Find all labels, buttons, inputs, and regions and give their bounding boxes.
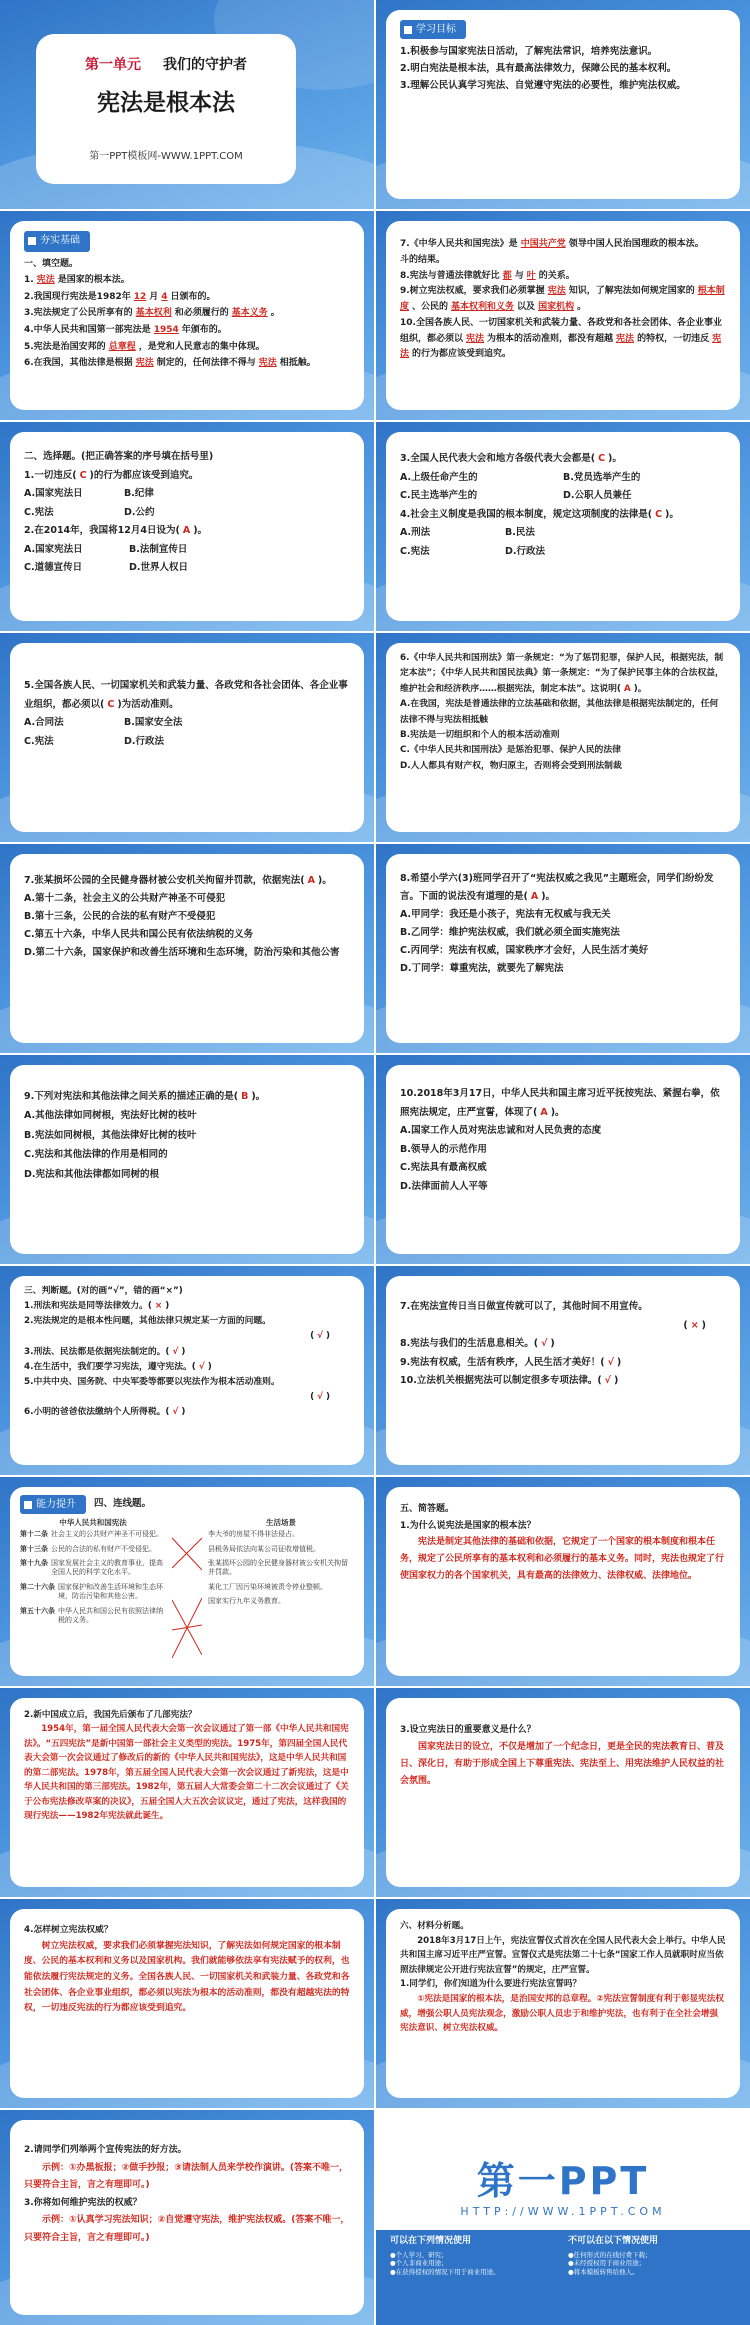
fill-q7: 7.《中华人民共和国宪法》是 中国共产党 领导中国人民治国理政的根本法。 — [400, 239, 704, 249]
option: B.纪律 — [124, 488, 154, 500]
choice-q7: 7.张某损坏公园的全民健身器材被公安机关拘留并罚款，依据宪法( A )。 — [24, 875, 332, 886]
option: A.在我国，宪法是普通法律的立法基础和依据，其他法律是根据宪法制定的，任何法律不得与宪法相抵触 — [400, 699, 719, 725]
matching-left-item: 第五十六条 中华人民共和国公民有依照法律纳税的义务。 — [20, 1606, 163, 1625]
option: C.宪法具有最高权威 — [400, 1162, 487, 1174]
option: B.领导人的示范作用 — [400, 1143, 487, 1155]
option: C.宪法和其他法律的作用是相同的 — [24, 1149, 168, 1161]
fill-q1: 1. 宪法 是国家的根本法。 — [24, 275, 130, 286]
square-icon — [28, 237, 36, 245]
basics-card — [10, 221, 364, 410]
answer: 示例：①认真学习宪法知识；②自觉遵守宪法，维护宪法权威。(答案不唯一，只要符合主旨，言之有理即可。) — [24, 2215, 350, 2243]
matching-right-item: 李大爷的房屋不得非法侵占。 — [208, 1530, 299, 1539]
choice-q9: 9.下列对宪法和其他法律之间关系的描述正确的是( B )。 — [24, 1091, 266, 1102]
judge-item: 1.刑法和宪法是同等法律效力。( × ) — [24, 1301, 170, 1312]
option: D.宪法和其他法律都如同树的根 — [24, 1168, 159, 1180]
usage-line: ●个人学习、研究； — [390, 2250, 448, 2259]
choice4-card — [386, 643, 740, 832]
matching-left — [20, 1518, 166, 1670]
question: 1.为什么说宪法是国家的根本法？ — [400, 1520, 536, 1531]
slide-choice8 — [376, 1055, 750, 1264]
usage-allowed-title: 可以在下列情况使用 — [390, 2236, 472, 2246]
answer: 国家宪法日的设立，不仅是增加了一个纪念日，更是全民的宪法教育日、普及日、深化日，有助于形成全国上下尊重宪法、宪法至上、用宪法维护人民权益的社会氛围。 — [400, 1742, 725, 1787]
judge-item: 4.在生活中，我们要学习宪法，遵守宪法。( √ ) — [24, 1361, 212, 1372]
square-icon — [24, 1501, 32, 1509]
slide-choice2 — [376, 422, 750, 631]
slide-ending — [376, 2110, 750, 2325]
short3-card — [386, 1698, 740, 1887]
option: A.第十二条，社会主义的公共财产神圣不可侵犯 — [24, 893, 226, 905]
option: C.道德宣传日 — [24, 562, 83, 574]
question: 2.新中国成立后，我国先后颁布了几部宪法？ — [24, 1710, 197, 1720]
fill-q3: 3.宪法规定了公民所享有的 基本权利 和必须履行的 基本义务 。 — [24, 308, 280, 319]
matching-left-item: 第十二条 社会主义的公共财产神圣不可侵犯。 — [20, 1530, 163, 1539]
matching-left-item: 第十九条 国家发展社会主义的教育事业，提高全国人民的科学文化水平。 — [20, 1559, 163, 1577]
goal-item: 1.积极参与国家宪法日活动，了解宪法常识，培养宪法意识。 — [400, 46, 658, 57]
ending-top — [376, 2110, 750, 2240]
question: 2.请同学们列举两个宣传宪法的好方法。 — [24, 2145, 187, 2155]
option: D.公职人员兼任 — [563, 490, 632, 502]
option: C.宪法 — [24, 506, 54, 518]
goal-item: 2.明白宪法是根本法，具有最高法律效力，保障公民的基本权利。 — [400, 63, 677, 75]
header-label: 夯实基础 — [40, 235, 80, 246]
short4-card — [10, 1909, 364, 2098]
slide-matching — [0, 1477, 374, 1686]
question: 1.同学们，你们知道为什么要进行宪法宣誓吗？ — [400, 1979, 582, 1990]
fill-q6: 6.在我国，其他法律是根据 宪法 制定的，任何法律不得与 宪法 相抵触。 — [24, 358, 316, 369]
option: A.上级任命产生的 — [400, 471, 478, 483]
question: 4.怎样树立宪法权威？ — [24, 1925, 113, 1935]
answer: 示例：①办黑板报；②做手抄报；③请法制人员来学校作演讲。(答案不唯一，只要符合主旨，言之有理即可。) — [24, 2162, 348, 2191]
unit-label: 第一单元 — [85, 57, 141, 73]
fill-q9: 9.树立宪法权威，要求我们必须掌握 宪法 知识，了解宪法如何规定国家的 根本制度 、公民的 基本权利和义务 以及 国家机构 。 — [400, 286, 725, 312]
matching-header-row — [20, 1495, 354, 1514]
usage-allowed — [390, 2236, 558, 2319]
judge-item: 5.中共中央、国务院、中央军委等都要以宪法作为根本活动准则。 ( √ ) — [24, 1376, 330, 1402]
section-title: 二、选择题。(把正确答案的序号填在括号里) — [24, 451, 214, 462]
judge-item: 9.宪法有权威，生活有秩序，人民生活才美好！( √ ) — [400, 1356, 622, 1368]
basics-header — [24, 231, 90, 252]
square-icon — [404, 26, 412, 34]
option: D.法律面前人人平等 — [400, 1180, 488, 1192]
matching-header — [20, 1495, 86, 1514]
header-label: 能力提升 — [36, 1499, 76, 1510]
option: C.《中华人民共和国刑法》是惩治犯罪、保护人民的法律 — [400, 745, 621, 756]
judge2-card — [386, 1276, 740, 1465]
choice-q10: 10.2018年3月17日，中华人民共和国主席习近平抚按宪法、紧握右拳，依照宪法规定，庄严宣誓，体现了( A )。 — [400, 1088, 720, 1118]
slide-choice6 — [376, 844, 750, 1053]
option: A.国家宪法日 — [24, 543, 83, 555]
matching-lines — [172, 1530, 202, 1670]
matching-left-item: 第十三条 公民的合法的私有财产不受侵犯。 — [20, 1544, 156, 1553]
slide-short3 — [376, 1688, 750, 1897]
matching-left-item: 第二十六条 国家保护和改善生活环境和生态环境，防治污染和其他公害。 — [20, 1582, 163, 1601]
option: A.刑法 — [400, 527, 431, 539]
option: A.甲同学：我还是小孩子，宪法有无权威与我无关 — [400, 909, 611, 921]
fill2-card — [386, 221, 740, 410]
option: B.乙同学：维护宪法权威，我们就必须全面实施宪法 — [400, 927, 620, 939]
slide-short2 — [0, 1688, 374, 1897]
option: A.其他法律如同树根，宪法好比树的枝叶 — [24, 1110, 197, 1122]
question: 3.设立宪法日的重要意义是什么？ — [400, 1725, 536, 1735]
judge-item: 6.小明的爸爸依法缴纳个人所得税。( √ ) — [24, 1407, 186, 1417]
judge-item: 2.宪法规定的是根本性问题，其他法律只规定某一方面的问题。 ( √ ) — [24, 1316, 330, 1342]
choice5-card — [10, 854, 364, 1043]
choice1-card — [10, 432, 364, 621]
matching-right-item: 国家实行九年义务教育。 — [208, 1597, 285, 1606]
section-title: 四、连线题。 — [94, 1498, 152, 1510]
option: B.宪法是一切组织和个人的根本活动准则 — [400, 729, 560, 740]
choice7-card — [10, 1065, 364, 1254]
slide-choice7 — [0, 1055, 374, 1264]
material-text: 2018年3月17日上午，宪法宣誓仪式首次在全国人民代表大会上举行。中华人民共和国主席习近平庄严宣誓。宣誓仪式是宪法第二十七条“国家工作人员就职时应当依照法律规定公开进行宪法宣誓”的规定，庄严宣誓。 — [400, 1935, 726, 1975]
answer: 宪法是制定其他法律的基础和依据，它规定了一个国家的根本制度和根本任务，规定了公民所享有的基本权利和必须履行的基本义务。同时，宪法也规定了行使国家权力的各个国家机关，具有最高的法律效力、法律权威、法律地位。 — [400, 1537, 725, 1581]
option: A.国家宪法日 — [24, 488, 83, 500]
judge-item: 8.宪法与我们的生活息息相关。( √ ) — [400, 1338, 555, 1350]
cover-card — [36, 34, 296, 184]
fill-q7b: 斗的结果。 — [400, 254, 446, 265]
option: D.第二十六条，国家保护和改善生活环境和生态环境，防治污染和其他公害 — [24, 947, 340, 959]
page-title: 宪法是根本法 — [97, 90, 235, 116]
ending-info — [376, 2230, 750, 2325]
option: C.第五十六条，中华人民共和国公民有依法纳税的义务 — [24, 929, 254, 941]
option: B.第十三条，公民的合法的私有财产不受侵犯 — [24, 911, 216, 923]
fill-q5: 5.宪法是治国安邦的 总章程 ，是党和人民意志的集中体现。 — [24, 341, 265, 352]
slide-cover — [0, 0, 374, 209]
choice6-card — [386, 854, 740, 1043]
goals-header — [400, 20, 466, 39]
slide-analysis2 — [0, 2110, 374, 2325]
matching-board — [20, 1518, 354, 1670]
choice-q2-options — [24, 541, 234, 578]
choice-q5-options — [24, 714, 224, 751]
goal-item: 3.理解公民认真学习宪法、自觉遵守宪法的必要性，维护宪法权威。 — [400, 80, 686, 92]
question: 3.你将如何维护宪法的权威？ — [24, 2197, 142, 2208]
option: C.宪法 — [24, 735, 54, 747]
usage-line: ●个人非商业用途； — [390, 2259, 448, 2268]
analysis2-card — [10, 2120, 364, 2315]
answer: ①宪法是国家的根本法，是治国安邦的总章程。②宪法宣誓制度有利于彰显宪法权威，增强公职人员宪法观念，激励公职人员忠于和维护宪法，也有利于在全社会增强宪法意识、树立宪法权威。 — [400, 1994, 724, 2034]
option: D.人人都具有财产权，物归原主，否则将会受到刑法制裁 — [400, 760, 622, 771]
brand-logo: 第一PPT — [476, 2159, 650, 2203]
option: B.民法 — [505, 527, 535, 539]
choice-q1-options — [24, 485, 224, 522]
slide-choice5 — [0, 844, 374, 1053]
option: A.国家工作人员对宪法忠诚和对人民负责的态度 — [400, 1125, 602, 1137]
choice-q1: 1.一切违反( C )的行为都应该受到追究。 — [24, 469, 199, 481]
usage-line: ●未经授权用于商业用途； — [568, 2259, 646, 2268]
slide-short4 — [0, 1899, 374, 2108]
slide-goals — [376, 0, 750, 209]
judge-item: 7.在宪法宣传日当日做宣传就可以了，其他时间不用宣传。 ( × ) — [400, 1301, 706, 1331]
usage-line: ●任何形式的在线付费下载； — [568, 2250, 652, 2259]
slide-analysis — [376, 1899, 750, 2108]
choice-q5: 5.全国各族人民、一切国家机关和武装力量、各政党和各社会团体、各企业事业组织，都必须以( C )为活动准则。 — [24, 680, 348, 710]
site-label: 第一PPT模板网-WWW.1PPT.COM — [89, 151, 243, 162]
choice-q3-options — [400, 469, 726, 506]
usage-forbidden — [568, 2236, 736, 2319]
unit-title: 我们的守护者 — [163, 57, 247, 73]
matching-right-item: 某化工厂因污染环境被责令停业整顿。 — [208, 1582, 327, 1591]
brand-url[interactable]: HTTP://WWW.1PPT.COM — [460, 2205, 666, 2218]
usage-line: ●在获得授权的情况下用于商业用途。 — [390, 2267, 500, 2276]
slide-judge1 — [0, 1266, 374, 1475]
usage-forbidden-title: 不可以在以下情况使用 — [568, 2236, 659, 2246]
judge-item: 10.立法机关根据宪法可以制定很多专项法律。( √ ) — [400, 1375, 619, 1387]
slide-choice4 — [376, 633, 750, 842]
choice2-card — [386, 432, 740, 621]
fill-q10: 10.全国各族人民、一切国家机关和武装力量、各政党和各社会团体、各企业事业组织，都必须以 宪法 为根本的活动准则，都没有超越 宪法 的特权，一切违反 宪法 的行为都应该受到追究。 — [400, 317, 722, 360]
header-label: 学习目标 — [416, 24, 456, 35]
fill-q2: 2.我国现行宪法是1982年 12 月 4 日颁布的。 — [24, 291, 216, 302]
choice-q8: 8.希望小学六(3)班同学召开了“宪法权威之我见”主题班会，同学们纷纷发言。下面的说法没有道理的是( A )。 — [400, 873, 714, 903]
fill-q8: 8.宪法与普通法律就好比 都 与 叶 的关系。 — [400, 270, 575, 281]
answer: 树立宪法权威，要求我们必须掌握宪法知识，了解宪法如何规定国家的根本制度、公民的基本权利和义务以及国家机构。我们就能够依法享有宪法赋予的权利，也能依法履行宪法规定的义务。全国各族人民、一切国家机关和武装力量、各政党和各社会团体、各企业事业组织，都必须以宪法为根本的活动准则，都没有超越宪法的特权，一切违反宪法的行为都应该受到追究。 — [24, 1940, 350, 2014]
choice3-card — [10, 643, 364, 832]
option: D.丁同学：尊重宪法，就要先了解宪法 — [400, 963, 564, 975]
slide-judge2 — [376, 1266, 750, 1475]
option: C.民主选举产生的 — [400, 490, 478, 502]
option: B.国家安全法 — [124, 717, 183, 729]
section-title: 三、判断题。(对的画“√”，错的画“×”) — [24, 1286, 183, 1296]
analysis-card — [386, 1909, 740, 2098]
slide-basics — [0, 211, 374, 420]
option: B.党员选举产生的 — [563, 471, 641, 483]
usage-line: ●将本模板转售给他人。 — [568, 2267, 639, 2276]
choice-q6: 6.《中华人民共和国刑法》第一条规定：“为了惩罚犯罪，保护人民，根据宪法，制定本法”；《中华人民共和国民法典》第一条规定：“为了保护民事主体的合法权益，维护社会和经济秩序……根据宪法，制定本法”。这说明( A )。 — [400, 653, 724, 694]
slide-choice1 — [0, 422, 374, 631]
short2-card — [10, 1698, 364, 1887]
judge1-card — [10, 1276, 364, 1465]
goals-card — [386, 10, 740, 199]
choice-q4: 4.社会主义制度是我国的根本制度，规定这项制度的法律是( C )。 — [400, 508, 679, 520]
matching-right-item: 张某损坏公园的全民健身器材被公安机关拘留并罚款。 — [208, 1559, 348, 1577]
slide-choice3 — [0, 633, 374, 842]
option: C.宪法 — [400, 545, 430, 557]
option: D.行政法 — [124, 735, 164, 747]
option: A.合同法 — [24, 717, 64, 729]
section-title: 六、材料分析题。 — [400, 1921, 469, 1931]
option: B.宪法如同树根，其他法律好比树的枝叶 — [24, 1129, 197, 1141]
option: D.世界人权日 — [129, 562, 188, 574]
answer: 1954年，第一届全国人民代表大会第一次会议通过了第一部《中华人民共和国宪法》。“五四宪法”是新中国第一部社会主义类型的宪法。1975年，第四届全国人民代表大会第一次会议通过了修改后的新的《中华人民共和国宪法》，这是中华人民共和国的第二部宪法。1978年，第五届全国人民代表大会第一次会议通过了新宪法，这是中华人民共和国的第三部宪法。1982年，第五届人大常委会第二十二次会议通过了《关于公布宪法修改草案的决议》，五届全国人大五次会议议定，通过了宪法，这样我国的现行宪法——1982年宪法就此诞生。 — [24, 1724, 349, 1822]
judge-item: 3.刑法、民法都是依据宪法制定的。( √ ) — [24, 1346, 186, 1357]
choice-q3: 3.全国人民代表大会和地方各级代表大会都是( C )。 — [400, 453, 622, 464]
choice-q4-options — [400, 524, 610, 561]
slide-fill2 — [376, 211, 750, 420]
short1-card — [386, 1487, 740, 1676]
slide-short1 — [376, 1477, 750, 1686]
column-title: 中华人民共和国宪法 — [59, 1518, 127, 1527]
choice-q2: 2.在2014年，我国将12月4日设为( A )。 — [24, 525, 208, 537]
cover-unit — [36, 54, 296, 74]
option: C.丙同学：宪法有权威，国家秩序才会好，人民生活才美好 — [400, 945, 649, 957]
matching-card — [10, 1487, 364, 1676]
choice8-card — [386, 1065, 740, 1254]
matching-right-item: 县税务局依法向某公司征收增值税。 — [208, 1544, 320, 1553]
option: D.行政法 — [505, 545, 545, 557]
column-title: 生活场景 — [266, 1518, 296, 1527]
section-title: 五、简答题。 — [400, 1504, 455, 1514]
matching-right — [208, 1518, 354, 1670]
section-title: 一、填空题。 — [24, 258, 79, 269]
option: B.法制宣传日 — [129, 543, 188, 555]
option: D.公约 — [124, 506, 155, 518]
fill-q4: 4.中华人民共和国第一部宪法是 1954 年颁布的。 — [24, 325, 227, 336]
